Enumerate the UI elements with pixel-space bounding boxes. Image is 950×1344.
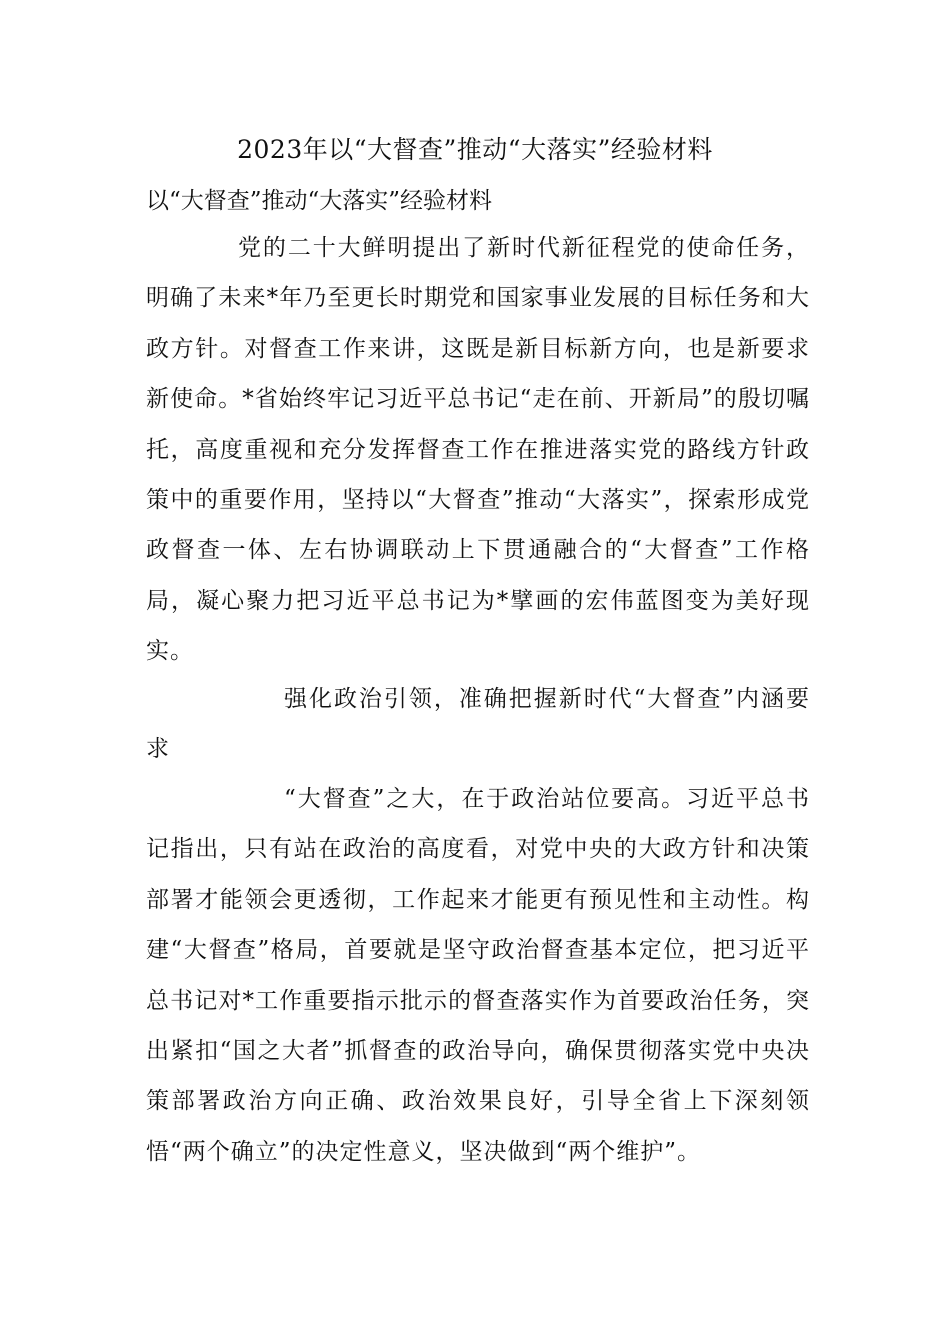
paragraph-body: “大督查”之大，在于政治站位要高。习近平总书记指出，只有站在政治的高度看，对党中央的大政方针和决策部署才能领会更透彻，工作起来才能更有预见性和主动性。构建“大督查”格局，首要就是坚守政治督查基本定位，把习近平总书记对*工作重要指示批示的督查落实作为首要政治任务，突出紧扣“国之大者”抓督查的政治导向，确保贯彻落实党中央决策部署政治方向正确、政治效果良好，引导全省上下深刻领悟“两个确立”的决定性意义，坚决做到“两个维护”。: [146, 786, 810, 1165]
document-title: 2023年以“大督查”推动“大落实”经验材料: [237, 135, 713, 164]
section-heading: 强化政治引领，准确把握新时代“大督查”内涵要求: [146, 686, 810, 763]
document-subtitle: 以“大督查”推动“大落实”经验材料: [146, 188, 493, 214]
paragraph-intro: 党的二十大鲜明提出了新时代新征程党的使命任务，明确了未来*年乃至更长时期党和国家事业发展的目标任务和大政方针。对督查工作来讲，这既是新目标新方向，也是新要求新使命。*省始终牢记习近平总书记“走在前、开新局”的殷切嘱托，高度重视和充分发挥督查工作在推进落实党的路线方针政策中的重要作用，坚持以“大督查”推动“大落实”，探索形成党政督查一体、左右协调联动上下贯通融合的“大督查”工作格局，凝心聚力把习近平总书记为*擘画的宏伟蓝图变为美好现实。: [146, 235, 810, 665]
